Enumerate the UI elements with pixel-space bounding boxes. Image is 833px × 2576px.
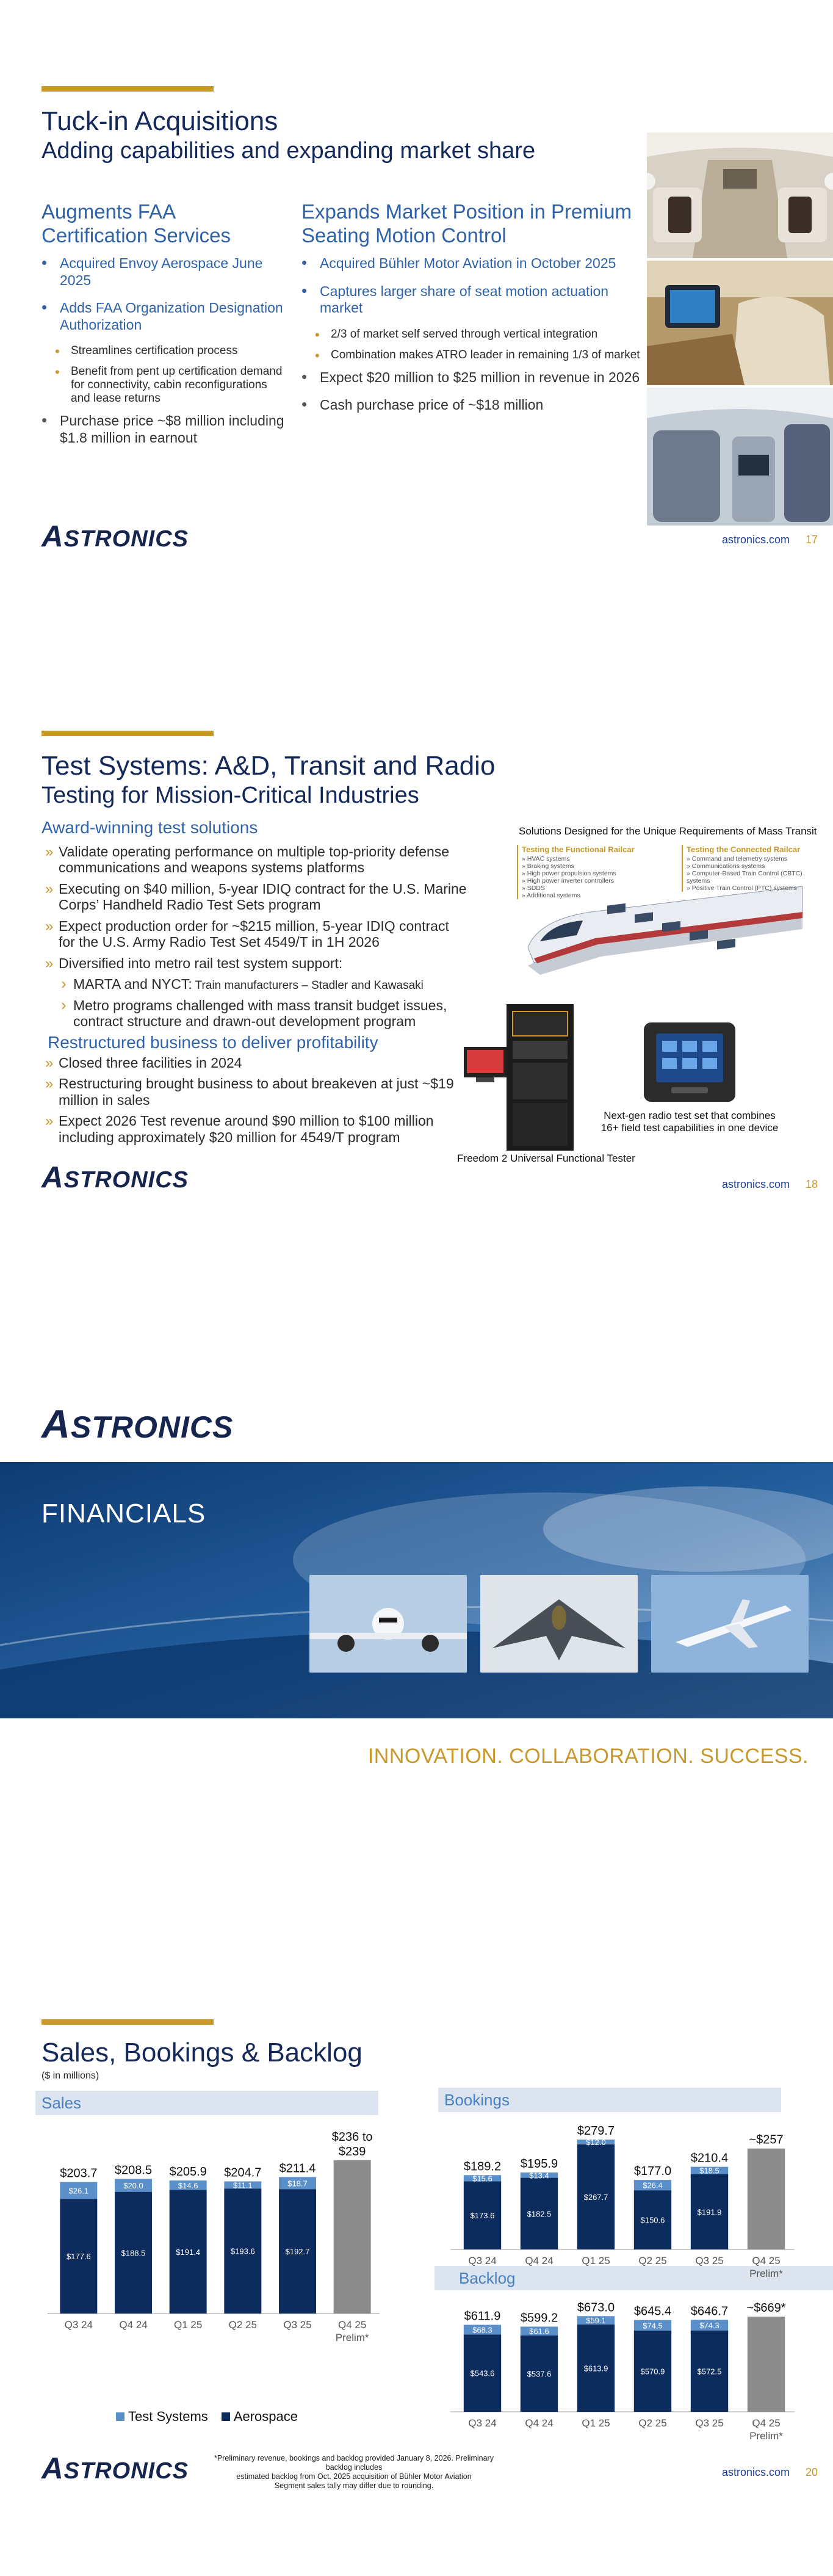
category-label: Prelim*	[749, 2430, 783, 2442]
slide-title: Test Systems: A&D, Transit and Radio	[41, 751, 496, 781]
slide-sales-bookings-backlog	[0, 1953, 833, 2576]
total-label: $208.5	[114, 2163, 153, 2177]
total-label: $210.4	[690, 2151, 729, 2165]
data-label-aerospace: $191.4	[176, 2247, 201, 2257]
category-label: Q4 24	[525, 2255, 554, 2267]
data-label-aerospace: $267.7	[583, 2192, 608, 2202]
footer-link[interactable]: astronics.com	[722, 2466, 790, 2478]
backlog-chart-header: Backlog	[435, 2266, 833, 2290]
railcar-list-item: » Positive Train Control (PTC) systems	[687, 885, 797, 892]
bar-prelim	[334, 2160, 371, 2314]
category-label: Q1 25	[174, 2319, 203, 2331]
data-label-aerospace: $572.5	[697, 2367, 722, 2376]
bookings-chart-header: Bookings	[438, 2088, 781, 2112]
data-label-test-systems: $12.0	[586, 2137, 606, 2147]
page-number: 20	[806, 2466, 818, 2478]
data-label-aerospace: $150.6	[640, 2215, 665, 2225]
data-label-aerospace: $182.5	[527, 2209, 552, 2219]
data-label-test-systems: $74.3	[699, 2321, 719, 2331]
freedom-2-tester-photo	[464, 1004, 577, 1151]
bullet-text: Expect production order for ~$215 million, 5-year IDIQ contract for the U.S. Army Radio Test Set 4549/T in 1H 2026	[59, 917, 449, 950]
astronics-logo: ASTRONICS	[41, 519, 189, 553]
data-label-aerospace: $192.7	[285, 2247, 310, 2257]
slide-title: Sales, Bookings & Backlog	[41, 2038, 362, 2068]
bullet-item: • Cash purchase price of ~$18 million	[301, 397, 643, 414]
bullet-item: • Expect $20 million to $25 million in revenue in 2026	[301, 369, 643, 386]
data-label-test-systems: $18.7	[287, 2179, 308, 2188]
category-label: Q1 25	[582, 2417, 610, 2429]
total-label: $195.9	[520, 2157, 558, 2171]
bullet-item: » Closed three facilities in 2024	[41, 1055, 469, 1071]
total-label: $205.9	[169, 2165, 207, 2179]
railcar-list-item: » High power propulsion systems	[522, 870, 616, 877]
data-label-test-systems: $61.6	[529, 2326, 549, 2336]
total-label: $204.7	[224, 2166, 262, 2180]
page-number: 17	[806, 534, 818, 546]
awards-bullet-list	[41, 844, 469, 1035]
category-label: Q2 25	[638, 2255, 667, 2267]
bullet-text: Executing on $40 million, 5-year IDIQ contract for the U.S. Marine Corps’ Handheld Radio Test Sets program	[59, 880, 467, 913]
category-label: Q4 25	[338, 2319, 367, 2331]
slide-test-systems	[0, 623, 833, 1221]
data-label-aerospace: $191.9	[697, 2207, 722, 2217]
footnote-line: *Preliminary revenue, bookings and backlog provided January 8, 2026. Preliminary backlog includes	[214, 2454, 494, 2472]
category-label: Q2 25	[638, 2417, 667, 2429]
backlog-chart	[445, 2294, 799, 2444]
bullet-item: • Acquired Envoy Aerospace June 2025	[41, 255, 286, 289]
data-label-test-systems: $26.1	[68, 2186, 89, 2196]
category-label: Q2 25	[228, 2319, 257, 2331]
accent-bar	[41, 731, 214, 736]
tester-caption: Freedom 2 Universal Functional Tester	[457, 1152, 635, 1164]
data-label-aerospace: $173.6	[470, 2211, 495, 2221]
bar-prelim	[748, 2149, 785, 2249]
railcar-list-item: » Additional systems	[522, 892, 580, 899]
legend-test-label: Test Systems	[128, 2409, 208, 2424]
connected-railcar-title: Testing the Connected Railcar	[687, 845, 801, 854]
data-label-aerospace: $177.6	[66, 2252, 91, 2262]
radio-test-set-photo	[641, 1016, 738, 1108]
transit-caption: Solutions Designed for the Unique Requirements of Mass Transit	[519, 825, 817, 837]
sub-bullet	[41, 976, 469, 993]
bullet-text: Metro programs challenged with mass transit budget issues, contract structure and drawn-out development program	[73, 997, 447, 1030]
data-label-aerospace: $543.6	[470, 2368, 495, 2378]
bar-prelim	[748, 2317, 785, 2412]
total-label: $645.4	[633, 2304, 672, 2318]
railcar-list-item: » Braking systems	[522, 863, 574, 870]
total-label: $203.7	[60, 2166, 98, 2180]
railcar-list-item: » Command and telemetry systems	[687, 855, 788, 863]
category-label: Q4 25	[752, 2417, 781, 2429]
category-label: Q3 25	[283, 2319, 312, 2331]
sub-bullet: • Benefit from pent up certification demand for connectivity, cabin reconfigurations and lease returns	[41, 365, 286, 405]
railcar-list-item: » HVAC systems	[522, 855, 570, 863]
total-label: ~$257	[749, 2133, 784, 2147]
bullet-text: Validate operating performance on multiple top-priority defense communications and weapons systems platforms	[59, 844, 450, 876]
accent-bar	[41, 86, 214, 92]
footer-link[interactable]: astronics.com	[722, 1178, 790, 1190]
data-label-test-systems: $26.4	[643, 2180, 663, 2190]
bullet-item	[41, 844, 469, 876]
data-label-aerospace: $188.5	[121, 2248, 146, 2258]
slide-title: Tuck-in Acquisitions	[41, 106, 278, 136]
bookings-chart	[445, 2113, 799, 2281]
legend-aerospace	[222, 2409, 298, 2425]
section-heading-awards: Award-winning test solutions	[41, 818, 258, 837]
functional-railcar-box	[517, 845, 657, 899]
sub-bullet: • Combination makes ATRO leader in remaining 1/3 of market	[301, 349, 643, 362]
railcar-list-item: » Communications systems	[687, 863, 765, 870]
total-label: $279.7	[577, 2124, 615, 2138]
bullet-item: • Captures larger share of seat motion actuation market	[301, 283, 643, 317]
right-column-heading: Expands Market Position in Premium Seating Motion Control	[301, 200, 632, 247]
total-label: $236 to	[331, 2130, 373, 2144]
page-number: 18	[806, 1178, 818, 1190]
connected-railcar-items	[687, 855, 807, 892]
bullet-item: • Purchase price ~$8 million including $1.8 million in earnout	[41, 413, 286, 446]
data-label-test-systems: $18.5	[699, 2166, 719, 2176]
data-label-test-systems: $68.3	[472, 2325, 492, 2335]
total-label: $211.4	[279, 2162, 316, 2176]
railcar-list-item: » High power inverter controllers	[522, 877, 615, 885]
bullet-item: » Restructuring brought business to about breakeven at just ~$19 million in sales	[41, 1076, 469, 1108]
bullet-item: • Acquired Bühler Motor Aviation in October 2025	[301, 255, 643, 272]
connected-railcar-box	[682, 845, 807, 892]
fighter-jet-photo	[480, 1575, 638, 1673]
radio-caption: Next-gen radio test set that combines 16+ field test capabilities in one device	[600, 1110, 779, 1134]
footnote	[201, 2454, 507, 2491]
astronics-logo: ASTRONICS	[41, 1160, 189, 1194]
financials-banner	[0, 1462, 833, 1718]
bullet-extra-text: Train manufacturers – Stadler and Kawasaki	[192, 979, 424, 993]
data-label-aerospace: $537.6	[527, 2369, 552, 2379]
legend-swatch-aero	[222, 2412, 230, 2421]
business-class-photo	[647, 388, 833, 526]
footnote-line: estimated backlog from Oct. 2025 acquisition of Bühler Motor Aviation	[236, 2472, 472, 2481]
left-column-heading: Augments FAA Certification Services	[41, 200, 231, 247]
bullet-item: • Adds FAA Organization Designation Authorization	[41, 300, 286, 333]
business-jet-photo	[651, 1575, 809, 1673]
data-label-aerospace: $570.9	[640, 2367, 665, 2376]
category-label: Q4 25	[752, 2255, 781, 2267]
section-heading-restructure: Restructured business to deliver profitability	[48, 1033, 378, 1052]
category-label: Q4 24	[525, 2417, 554, 2429]
sub-bullet	[41, 997, 469, 1030]
total-label: $189.2	[463, 2160, 502, 2174]
right-bullet-list	[301, 255, 643, 425]
data-label-test-systems: $59.1	[586, 2316, 606, 2326]
data-label-test-systems: $11.1	[233, 2180, 253, 2190]
total-label: $599.2	[520, 2311, 558, 2325]
data-label-test-systems: $15.6	[472, 2174, 492, 2183]
footer-link[interactable]: astronics.com	[722, 534, 790, 546]
bullet-item	[41, 955, 469, 971]
category-label: Q3 24	[468, 2255, 497, 2267]
restructure-bullet-list	[41, 1055, 469, 1150]
category-label: Prelim*	[335, 2332, 369, 2343]
airliner-front-photo	[309, 1575, 467, 1673]
total-label: $611.9	[464, 2309, 501, 2323]
category-label: Q3 25	[695, 2417, 724, 2429]
railcar-graphic	[516, 844, 809, 984]
data-label-aerospace: $193.6	[230, 2246, 255, 2256]
bullet-item: » Expect 2026 Test revenue around $90 million to $100 million including approximately $20 million for 4549/T program	[41, 1113, 469, 1145]
astronics-logo: ASTRONICS	[41, 1402, 234, 1446]
banner-title: FINANCIALS	[41, 1499, 206, 1529]
slide-acquisitions	[0, 0, 833, 553]
bullet-item	[41, 881, 469, 913]
data-label-test-systems: $14.6	[178, 2180, 198, 2190]
category-label: Q4 24	[119, 2319, 148, 2331]
total-label: $177.0	[633, 2165, 672, 2179]
astronics-logo: ASTRONICS	[41, 2451, 189, 2485]
legend-test-systems	[116, 2409, 208, 2425]
railcar-list-item: » SDDS	[522, 885, 545, 892]
sales-chart	[43, 2121, 384, 2347]
left-bullet-list	[41, 255, 286, 458]
total-label: $239	[338, 2144, 366, 2158]
railcar-list-item: » Computer-Based Train Control (CBTC) systems	[687, 870, 802, 885]
tagline: INNOVATION. COLLABORATION. SUCCESS.	[367, 1745, 809, 1768]
bullet-text: MARTA and NYCT:	[73, 976, 192, 993]
data-label-aerospace: $613.9	[583, 2364, 608, 2373]
data-label-test-systems: $74.5	[643, 2321, 663, 2331]
chart-legend	[116, 2409, 298, 2425]
sales-chart-header: Sales	[35, 2091, 378, 2115]
functional-railcar-title: Testing the Functional Railcar	[522, 845, 635, 854]
legend-swatch-test	[116, 2412, 124, 2421]
category-label: Q1 25	[582, 2255, 610, 2267]
sub-bullet: • 2/3 of market self served through vertical integration	[301, 328, 643, 341]
sub-bullet: • Streamlines certification process	[41, 344, 286, 358]
slide-subtitle: Testing for Mission-Critical Industries	[41, 783, 419, 808]
bullet-item	[41, 918, 469, 950]
units-note: ($ in millions)	[41, 2071, 99, 2081]
functional-railcar-items	[522, 855, 657, 899]
category-label: Q3 24	[468, 2417, 497, 2429]
category-label: Prelim*	[749, 2268, 783, 2279]
category-label: Q3 24	[64, 2319, 93, 2331]
data-label-test-systems: $13.4	[529, 2171, 549, 2180]
premium-seat-photo	[647, 261, 833, 385]
footnote-line: Segment sales tally may differ due to rounding.	[274, 2481, 434, 2490]
accent-bar	[41, 2019, 214, 2025]
aircraft-cabin-photo	[647, 132, 833, 258]
total-label: $673.0	[577, 2301, 615, 2315]
slide-subtitle: Adding capabilities and expanding market share	[41, 138, 536, 164]
bullet-text: Diversified into metro rail test system support:	[59, 955, 343, 971]
legend-aero-label: Aerospace	[233, 2409, 298, 2424]
slide-financials-divider	[0, 1331, 833, 1807]
data-label-test-systems: $20.0	[123, 2181, 143, 2191]
total-label: ~$669*	[746, 2301, 786, 2315]
category-label: Q3 25	[695, 2255, 724, 2267]
total-label: $646.7	[690, 2304, 729, 2318]
